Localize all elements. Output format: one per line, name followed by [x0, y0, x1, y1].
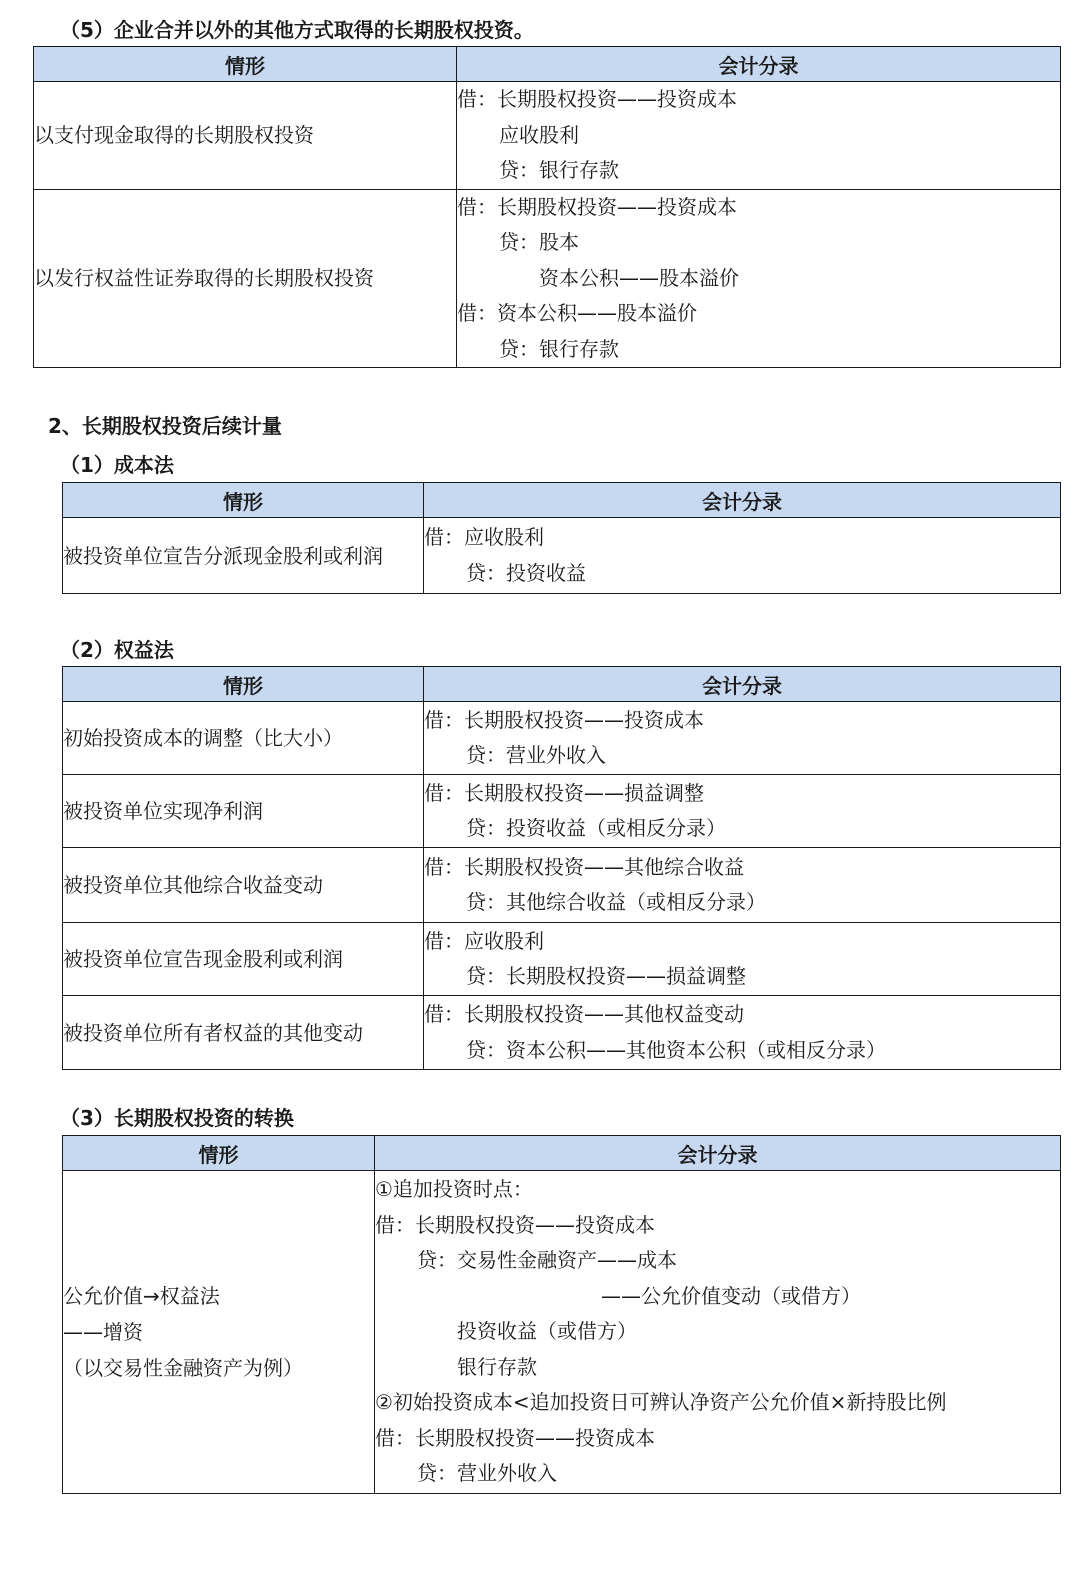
entry-line: 借：长期股权投资——投资成本 [457, 87, 737, 111]
situation-cell: 被投资单位宣告分派现金股利或利润 [63, 518, 424, 594]
cost-method-table [62, 482, 1061, 594]
situation-cell: 以发行权益性证券取得的长期股权投资 [34, 189, 457, 368]
table-header-row [63, 667, 1061, 702]
equity-method-table [62, 666, 1061, 1070]
situation-line: 公允价值→权益法 [63, 1284, 220, 1308]
table-row [63, 848, 1061, 923]
entry-line: 借：长期股权投资——投资成本 [375, 1212, 655, 1237]
cost-method-heading: （1）成本法 [60, 453, 174, 477]
entry-line: 借：长期股权投资——投资成本 [457, 194, 737, 219]
conversion-table [62, 1135, 1061, 1494]
entry-cell [375, 1171, 1061, 1494]
entry-cell [424, 702, 1061, 775]
entry-line: 借：长期股权投资——其他综合收益 [424, 854, 744, 879]
entry-line: 借：应收股利 [424, 928, 544, 953]
entry-line: ——公允价值变动（或借方） [601, 1283, 861, 1308]
situation-cell: 被投资单位宣告现金股利或利润 [63, 923, 424, 996]
entry-line: 贷：股本 [499, 230, 579, 254]
entry-line: 贷：营业外收入 [466, 743, 606, 767]
entry-line: 贷：银行存款 [499, 158, 619, 182]
entry-line: 资本公积——股本溢价 [539, 265, 739, 290]
situation-line: ——增资 [63, 1320, 143, 1344]
entry-line: 贷：投资收益（或相反分录） [466, 816, 726, 840]
entry-cell [424, 923, 1061, 996]
entry-line: 应收股利 [499, 122, 579, 147]
table-row [63, 702, 1061, 775]
table-row [63, 996, 1061, 1070]
entry-line: ②初始投资成本<追加投资日可辨认净资产公允价值×新持股比例 [375, 1390, 947, 1415]
situation-cell [63, 1171, 375, 1494]
entry-line: 投资收益（或借方） [457, 1319, 637, 1344]
table-header-row [34, 47, 1061, 82]
entry-line: 贷：其他综合收益（或相反分录） [466, 890, 766, 914]
section-5-heading: （5）企业合并以外的其他方式取得的长期股权投资。 [60, 18, 534, 42]
entry-line: 借：应收股利 [424, 525, 544, 549]
entry-line: 贷：长期股权投资——损益调整 [466, 964, 746, 988]
entry-line: 银行存款 [457, 1354, 537, 1379]
situation-cell: 被投资单位实现净利润 [63, 775, 424, 848]
equity-method-heading: （2）权益法 [60, 638, 174, 662]
entry-cell [424, 775, 1061, 848]
part-2-heading: 2、长期股权投资后续计量 [48, 414, 282, 438]
header-situation: 情形 [34, 47, 457, 82]
entry-line: 借：资本公积——股本溢价 [457, 301, 697, 325]
entry-line: 借：长期股权投资——投资成本 [424, 707, 704, 732]
situation-line: （以交易性金融资产为例） [63, 1356, 303, 1380]
situation-cell: 以支付现金取得的长期股权投资 [34, 82, 457, 190]
situation-cell: 初始投资成本的调整（比大小） [63, 702, 424, 775]
entry-line: 贷：资本公积——其他资本公积（或相反分录） [466, 1037, 886, 1062]
conversion-heading: （3）长期股权投资的转换 [60, 1106, 294, 1130]
entry-line: 贷：银行存款 [499, 336, 619, 361]
entry-line: 借：长期股权投资——其他权益变动 [424, 1002, 744, 1026]
header-entry: 会计分录 [375, 1136, 1061, 1171]
table-row [34, 82, 1061, 190]
header-entry: 会计分录 [424, 483, 1061, 518]
entry-line: 贷：交易性金融资产——成本 [417, 1248, 677, 1273]
situation-cell: 被投资单位其他综合收益变动 [63, 848, 424, 923]
situation-cell: 被投资单位所有者权益的其他变动 [63, 996, 424, 1070]
table-header-row [63, 1136, 1061, 1171]
section-5-table [33, 46, 1061, 368]
header-entry: 会计分录 [424, 667, 1061, 702]
table-row [63, 1171, 1061, 1494]
table-row [34, 189, 1061, 368]
header-situation: 情形 [63, 483, 424, 518]
entry-cell [424, 996, 1061, 1070]
table-row [63, 775, 1061, 848]
table-row [63, 518, 1061, 594]
table-row [63, 923, 1061, 996]
entry-cell [457, 189, 1061, 368]
entry-line: 贷：营业外收入 [417, 1461, 557, 1486]
header-situation: 情形 [63, 1136, 375, 1171]
entry-line: 贷：投资收益 [466, 560, 586, 585]
header-entry: 会计分录 [457, 47, 1061, 82]
header-situation: 情形 [63, 667, 424, 702]
entry-line: ①追加投资时点： [375, 1177, 533, 1202]
entry-cell [424, 848, 1061, 923]
entry-line: 借：长期股权投资——投资成本 [375, 1425, 655, 1450]
entry-line: 借：长期股权投资——损益调整 [424, 780, 704, 805]
entry-cell [457, 82, 1061, 190]
table-header-row [63, 483, 1061, 518]
entry-cell [424, 518, 1061, 594]
